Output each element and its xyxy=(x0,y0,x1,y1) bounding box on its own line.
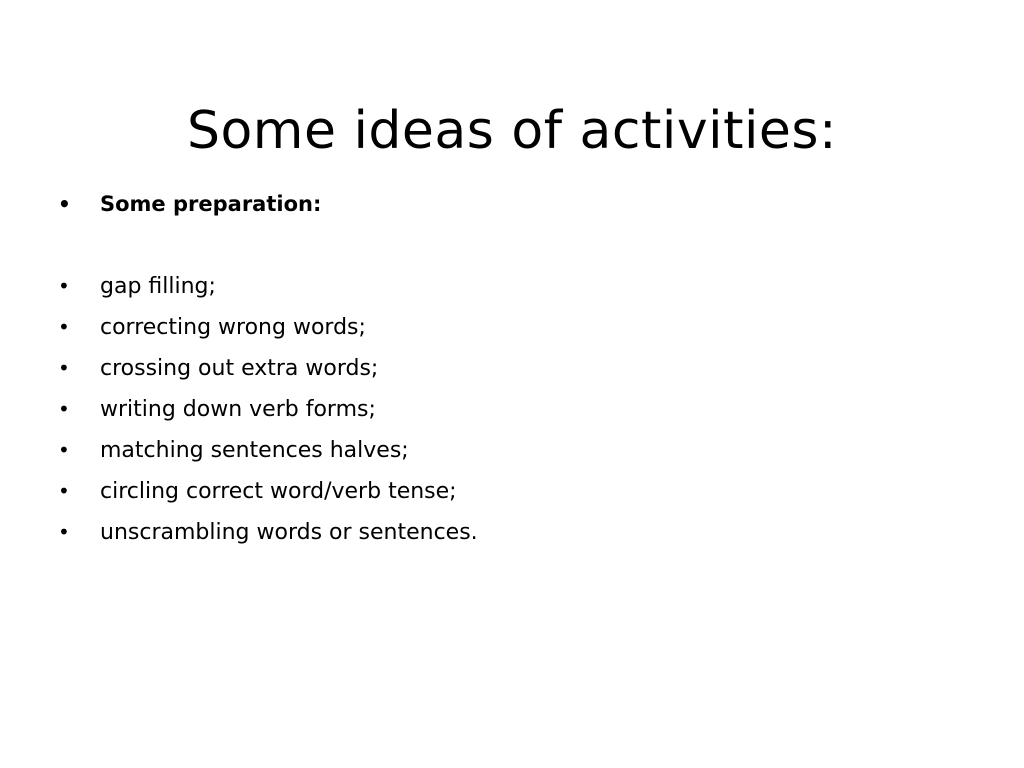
bullet-icon: • xyxy=(58,356,70,380)
bullet-icon: • xyxy=(58,479,70,503)
bullet-item xyxy=(58,266,958,307)
bullet-text: gap filling; xyxy=(100,274,216,299)
bullet-item xyxy=(58,512,958,553)
bullet-item-heading xyxy=(58,184,958,225)
slide-title: Some ideas of activities: xyxy=(186,100,838,161)
bullet-icon: • xyxy=(58,520,70,544)
bullet-item xyxy=(58,389,958,430)
bullet-text: crossing out extra words; xyxy=(100,356,379,381)
bullet-text: matching sentences halves; xyxy=(100,438,409,463)
bullet-item xyxy=(58,307,958,348)
bullet-item xyxy=(58,348,958,389)
bullet-text-heading: Some preparation: xyxy=(100,192,322,216)
bullet-item xyxy=(58,430,958,471)
bullet-icon: • xyxy=(58,274,70,298)
bullet-text: writing down verb forms; xyxy=(100,397,376,422)
bullet-text: correcting wrong words; xyxy=(100,315,366,340)
bullet-icon: • xyxy=(58,438,70,462)
bullet-icon: • xyxy=(58,315,70,339)
bullet-text: circling correct word/verb tense; xyxy=(100,479,457,504)
bullet-item xyxy=(58,471,958,512)
bullet-text: unscrambling words or sentences. xyxy=(100,520,478,545)
bullet-list xyxy=(58,184,958,553)
bullet-icon: • xyxy=(58,397,70,421)
bullet-icon: • xyxy=(58,192,71,216)
